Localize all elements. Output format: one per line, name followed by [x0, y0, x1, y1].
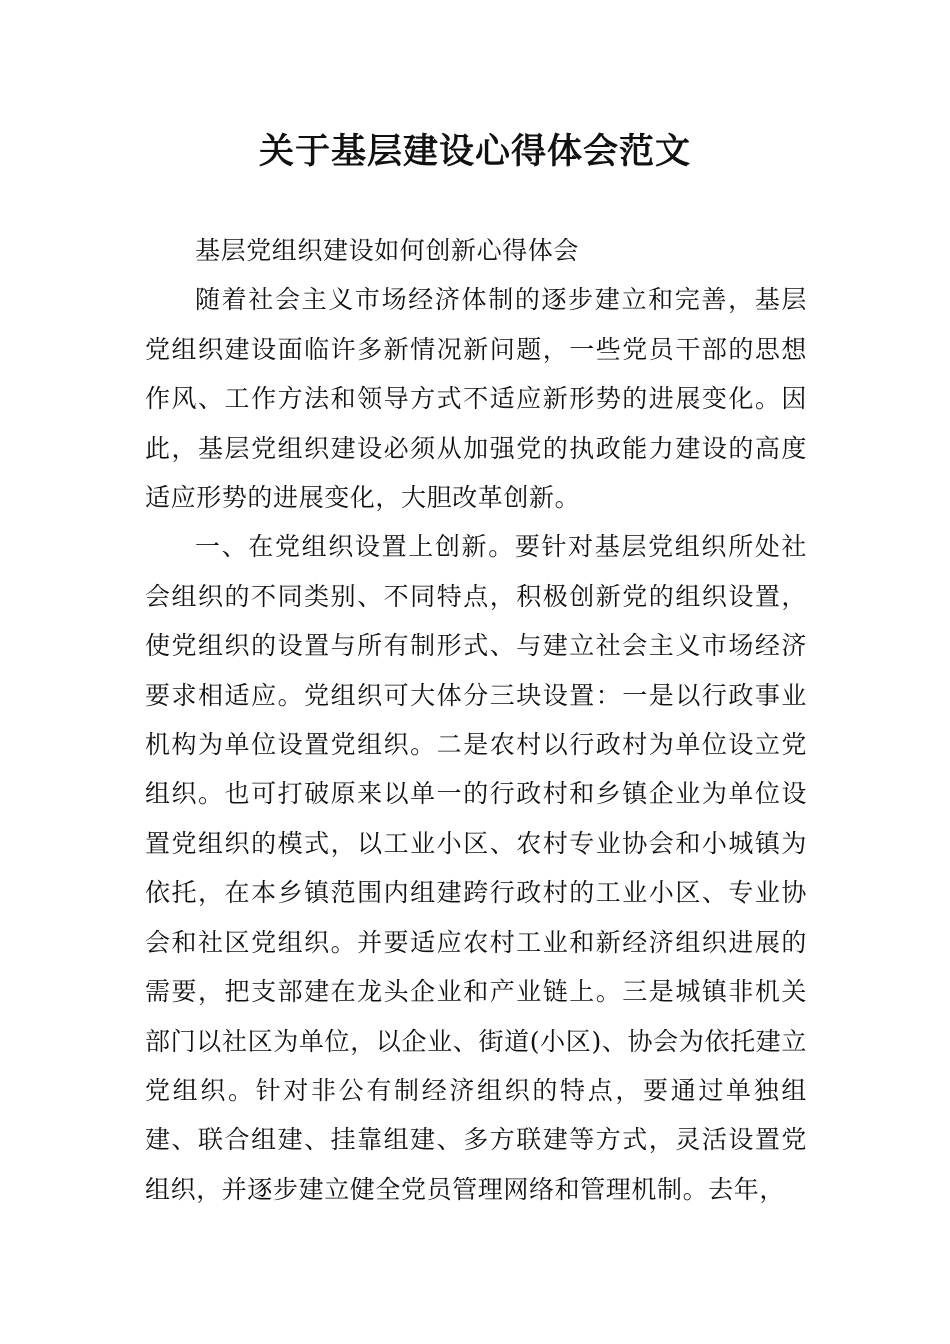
- section-heading: 基层党组织建设如何创新心得体会: [195, 236, 580, 265]
- document-title: 关于基层建设心得体会范文: [258, 132, 691, 172]
- body-paragraph-point-one: 一、在党组织设置上创新。要针对基层党组织所处社会组织的不同类别、不同特点，积极创新党的组织设置，使党组织的设置与所有制形式、与建立社会主义市场经济要求相适应。党组织可大体分三块设置：一是以行政事业机构为单位设置党组织。二是农村以行政村为单位设立党组织。也可打破原来以单一的行政村和乡镇企业为单位设置党组织的模式，以工业小区、农村专业协会和小城镇为依托，在本乡镇范围内组建跨行政村的工业小区、专业协会和社区党组织。并要适应农村工业和新经济组织进展的需要，把支部建在龙头企业和产业链上。三是城镇非机关部门以社区为单位，以企业、街道(小区)、协会为依托建立党组织。针对非公有制经济组织的特点，要通过单独组建、联合组建、挂靠组建、多方联建等方式，灵活设置党组织，并逐步建立健全党员管理网络和管理机制。去年，: [145, 532, 807, 1204]
- document-body: [145, 226, 807, 1214]
- body-paragraph-intro: 随着社会主义市场经济体制的逐步建立和完善，基层党组织建设面临许多新情况新问题，一些党员干部的思想作风、工作方法和领导方式不适应新形势的进展变化。因此，基层党组织建设必须从加强党的执政能力建设的高度适应形势的进展变化，大胆改革创新。: [145, 285, 807, 513]
